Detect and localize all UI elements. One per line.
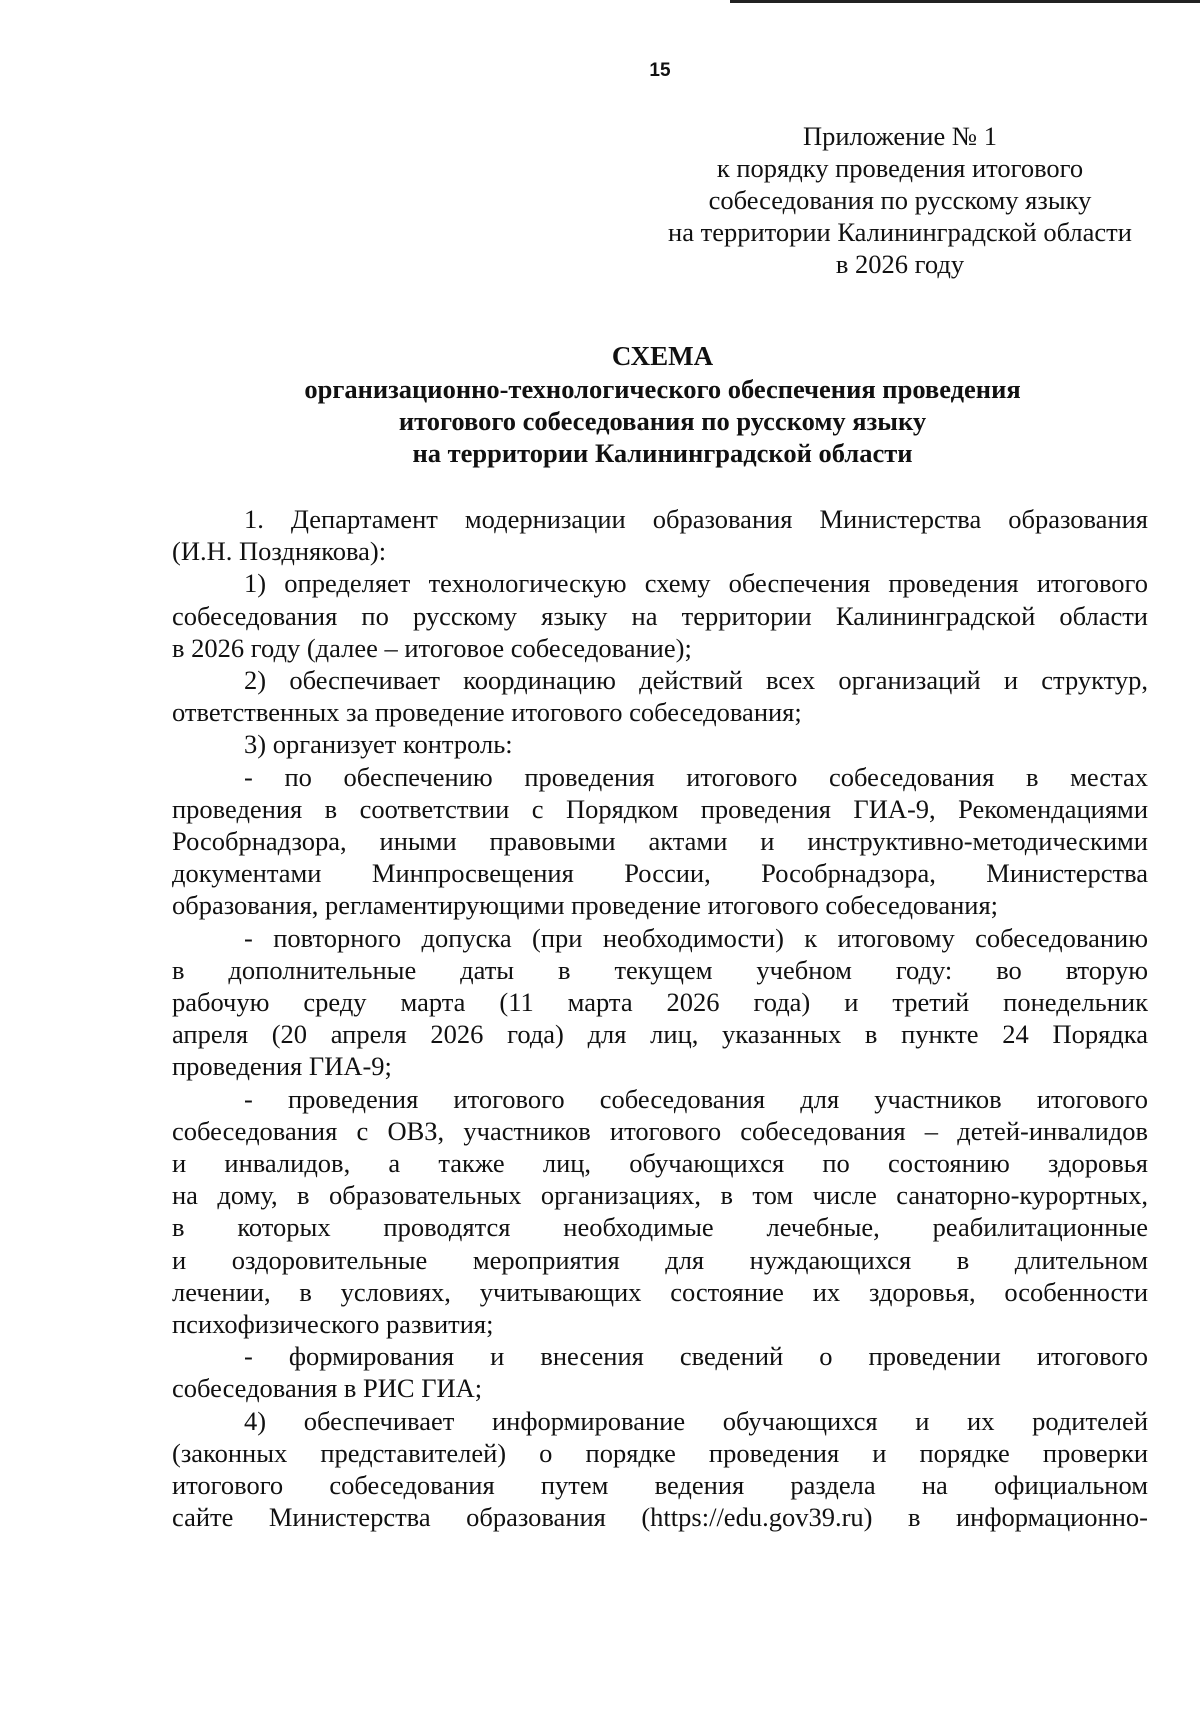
text-line: - формирования и внесения сведений о проведении итогового [244, 1341, 1148, 1372]
top-rule [730, 0, 1200, 3]
text-line: и инвалидов, а также лиц, обучающихся по состоянию здоровья [172, 1148, 1148, 1179]
text-line: образования, регламентирующими проведение итогового собеседования; [172, 890, 999, 921]
text-line: в 2026 году (далее – итоговое собеседование); [172, 632, 692, 663]
title-line: на территории Калининградской области [412, 438, 913, 468]
page-number: 15 [649, 60, 671, 81]
appendix-line: на территории Калининградской области [668, 217, 1132, 247]
text-line: собеседования по русскому языку на территории Калининградской области [172, 600, 1148, 631]
paragraph-1-2 [172, 664, 1148, 728]
text-line: на дому, в образовательных организациях, в том числе санаторно-курортных, [172, 1180, 1148, 1211]
text-line: (И.Н. Позднякова): [172, 536, 387, 567]
paragraph-control-4 [172, 1340, 1148, 1404]
text-line: 2) обеспечивает координацию действий всех организаций и структур, [244, 665, 1148, 696]
appendix-line: Приложение № 1 [802, 121, 997, 151]
appendix-line: к порядку проведения итогового [716, 153, 1084, 183]
appendix-block [600, 120, 1200, 280]
paragraph-control-3 [172, 1083, 1148, 1341]
text-line: 4) обеспечивает информирование обучающихся и их родителей [244, 1405, 1148, 1436]
text-line: и оздоровительные мероприятия для нуждающихся в длительном [172, 1244, 1148, 1275]
paragraph-1 [172, 503, 1148, 567]
title-line: итогового собеседования по русскому языку [398, 406, 927, 436]
text-line: Рособрнадзора, иными правовыми актами и инструктивно-методическими [172, 826, 1148, 857]
text-line: рабочую среду марта (11 марта 2026 года) и третий понедельник [172, 987, 1148, 1018]
title-line: организационно-технологического обеспечения проведения [304, 374, 1021, 404]
text-line: ответственных за проведение итогового собеседования; [172, 697, 802, 728]
text-line: 3) организует контроль: [244, 729, 513, 760]
text-line: в которых проводятся необходимые лечебные, реабилитационные [172, 1212, 1148, 1243]
paragraph-1-1 [172, 567, 1148, 664]
appendix-line: в 2026 году [835, 249, 965, 279]
text-line: апреля (20 апреля 2026 года) для лиц, указанных в пункте 24 Порядка [172, 1019, 1148, 1050]
paragraph-control-1 [172, 761, 1148, 922]
text-line: собеседования в РИС ГИА; [172, 1373, 483, 1404]
text-line: (законных представителей) о порядке проведения и порядке проверки [172, 1437, 1148, 1468]
text-line: 1) определяет технологическую схему обеспечения проведения итогового [244, 568, 1148, 599]
text-line: - по обеспечению проведения итогового собеседования в местах [244, 761, 1148, 792]
text-line: психофизического развития; [172, 1309, 494, 1340]
text-line: лечении, в условиях, учитывающих состояние их здоровья, особенности [172, 1276, 1148, 1307]
text-line: проведения в соответствии с Порядком проведения ГИА-9, Рекомендациями [172, 793, 1148, 824]
text-line: собеседования с ОВЗ, участников итогового собеседования – детей-инвалидов [172, 1115, 1148, 1146]
document-title [170, 340, 1155, 469]
paragraph-control-2 [172, 922, 1148, 1083]
appendix-line: собеседования по русскому языку [708, 185, 1092, 215]
text-line: проведения ГИА-9; [172, 1051, 392, 1082]
text-line: сайте Министерства образования (https://edu.gov39.ru) в информационно- [172, 1502, 1148, 1533]
text-line: - повторного допуска (при необходимости) к итоговому собеседованию [244, 922, 1148, 953]
text-line: 1. Департамент модернизации образования Министерства образования [244, 504, 1148, 534]
title-main: СХЕМА [611, 341, 714, 371]
text-line: в дополнительные даты в текущем учебном году: во вторую [172, 954, 1148, 985]
text-line: итогового собеседования путем ведения раздела на официальном [172, 1470, 1148, 1501]
paragraph-1-3 [172, 728, 1148, 760]
document-body [172, 503, 1148, 1534]
text-line: документами Минпросвещения России, Рособрнадзора, Министерства [172, 858, 1148, 889]
text-line: - проведения итогового собеседования для участников итогового [244, 1083, 1148, 1114]
paragraph-1-4 [172, 1405, 1148, 1534]
